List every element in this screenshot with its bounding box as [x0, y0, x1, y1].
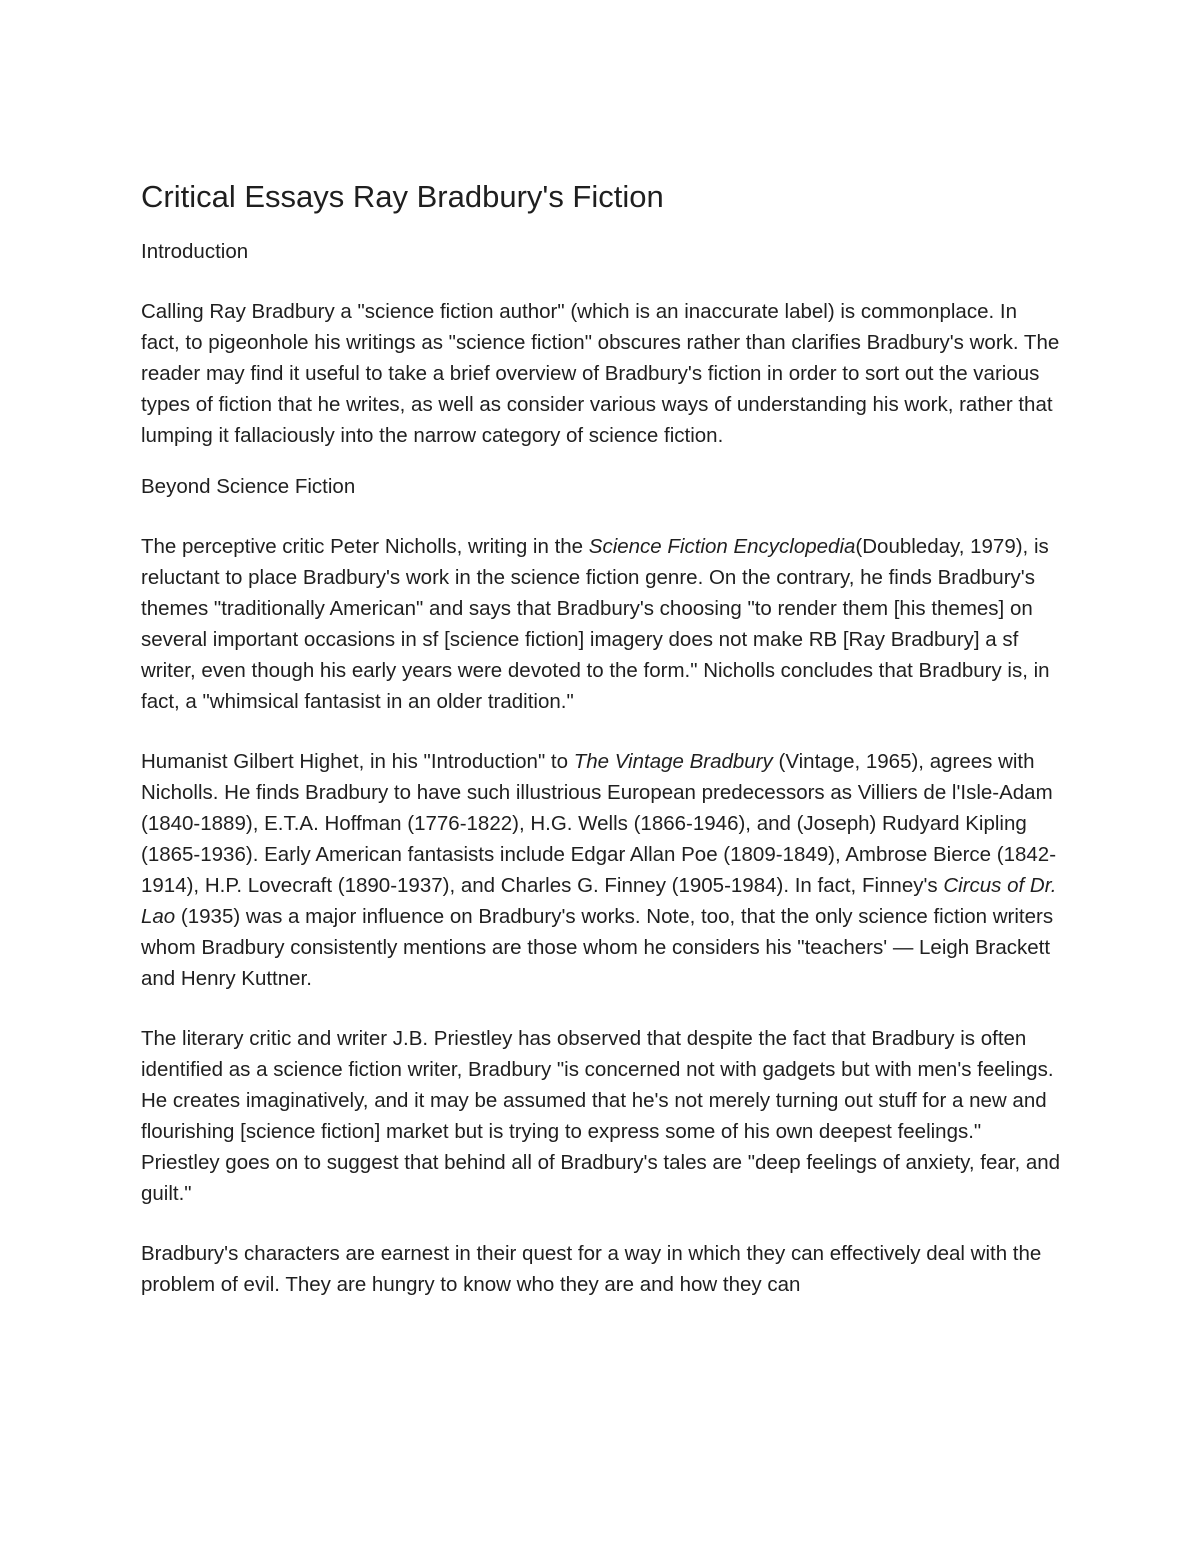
section-heading-beyond-science-fiction: Beyond Science Fiction	[141, 475, 356, 498]
paragraph-text: Humanist Gilbert Highet, in his "Introduction" to	[141, 750, 574, 773]
paragraph-text: (Vintage, 1965), agrees with Nicholls. He finds Bradbury to have such illustrious European predecessors as Villiers de l'Isle-Adam (1840-1889), E.T.A. Hoffman (1776-1822), H.G. Wells (1866-1946), and (Joseph) Rudyard Kipling (1865-1936). Early American fantasists include Edgar Allan Poe (1809-1849), Ambrose Bierce (1842-1914), H.P. Lovecraft (1890-1937), and Charles G. Finney (1905-1984). In fact, Finney's	[141, 750, 1057, 897]
paragraph-text: The perceptive critic Peter Nicholls, writing in the	[141, 535, 589, 558]
document-page	[141, 178, 1061, 1300]
paragraph-nicholls	[141, 531, 1061, 717]
book-title-vintage-bradbury: The Vintage Bradbury	[573, 750, 773, 773]
paragraph-text: (Doubleday, 1979), is reluctant to place Bradbury's work in the science fiction genre. On the contrary, he finds Bradbury's themes "traditionally American" and says that Bradbury's choosing "to render them [his themes] on several important occasions in sf [science fiction] imagery does not make RB [Ray Bradbury] a sf writer, even though his early years were devoted to the form." Nicholls concludes that Bradbury is, in fact, a "whimsical fantasist in an older tradition."	[141, 535, 1050, 713]
paragraph-characters: Bradbury's characters are earnest in their quest for a way in which they can effectively deal with the problem of evil. They are hungry to know who they are and how they can	[141, 1242, 1042, 1296]
paragraph-priestley: The literary critic and writer J.B. Priestley has observed that despite the fact that Bradbury is often identified as a science fiction writer, Bradbury "is concerned not with gadgets but with men's feelings. He creates imaginatively, and it may be assumed that he's not merely turning out stuff for a new and flourishing [science fiction] market but is trying to express some of his own deepest feelings." Priestley goes on to suggest that behind all of Bradbury's tales are "deep feelings of anxiety, fear, and guilt."	[141, 1027, 1061, 1205]
book-title-science-fiction-encyclopedia: Science Fiction Encyclopedia	[588, 535, 856, 558]
book-title-circus-of-dr-lao: Circus of Dr. Lao	[141, 874, 1057, 928]
paragraph-text: (1935) was a major influence on Bradbury's works. Note, too, that the only science fiction writers whom Bradbury consistently mentions are those whom he considers his "teachers' — Leigh Brackett and Henry Kuttner.	[141, 905, 1054, 990]
section-heading-introduction: Introduction	[141, 240, 249, 263]
paragraph-introduction: Calling Ray Bradbury a "science fiction author" (which is an inaccurate label) is commonplace. In fact, to pigeonhole his writings as "science fiction" obscures rather than clarifies Bradbury's work. The reader may find it useful to take a brief overview of Bradbury's fiction in order to sort out the various types of fiction that he writes, as well as consider various ways of understanding his work, rather that lumping it fallaciously into the narrow category of science fiction.	[141, 300, 1060, 447]
paragraph-highet	[141, 746, 1061, 994]
document-title: Critical Essays Ray Bradbury's Fiction	[141, 179, 664, 214]
